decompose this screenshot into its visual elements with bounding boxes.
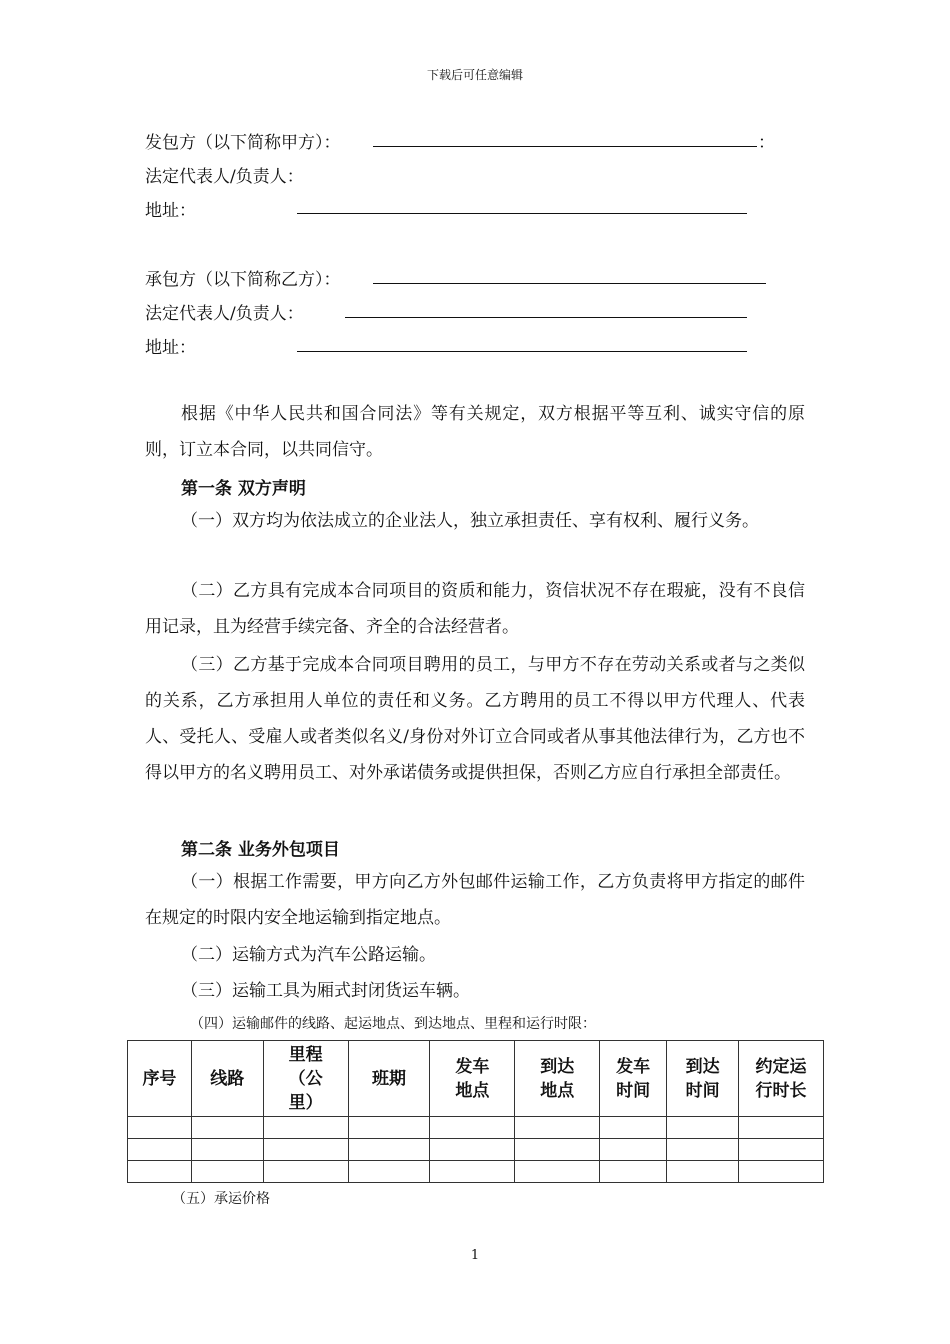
page-number: 1 bbox=[470, 1248, 480, 1263]
col-header-arrival-time: 到达时间 bbox=[667, 1041, 739, 1117]
contractor-label: 承包方（以下简称乙方）： bbox=[145, 270, 341, 290]
employer-name-blank bbox=[373, 146, 757, 147]
employer-address-label: 地址： bbox=[145, 201, 196, 221]
table-row bbox=[128, 1161, 824, 1183]
contractor-address-blank bbox=[297, 351, 747, 352]
article-2-clause-1: （一）根据工作需要，甲方向乙方外包邮件运输工作，乙方负责将甲方指定的邮件在规定的时限内安全地运输到指定地点。 bbox=[145, 872, 805, 928]
col-header-route: 线路 bbox=[191, 1041, 263, 1117]
employer-rep-label: 法定代表人/负责人： bbox=[145, 167, 304, 187]
article-2-clause-2: （二）运输方式为汽车公路运输。 bbox=[181, 945, 436, 965]
clause-5-label: （五）承运价格 bbox=[172, 1191, 270, 1207]
contractor-name-blank bbox=[373, 283, 766, 284]
table-row bbox=[128, 1139, 824, 1161]
article-1-clause-1: （一）双方均为依法成立的企业法人，独立承担责任、享有权利、履行义务。 bbox=[181, 511, 759, 531]
page-header: 下载后可任意编辑 bbox=[426, 68, 523, 82]
col-header-duration: 约定运行时长 bbox=[739, 1041, 824, 1117]
contractor-rep-blank bbox=[345, 317, 747, 318]
intro-paragraph: 根据《中华人民共和国合同法》等有关规定，双方根据平等互利、诚实守信的原则，订立本合同，以共同信守。 bbox=[145, 404, 805, 460]
employer-label: 发包方（以下简称甲方）： bbox=[145, 133, 341, 153]
employer-suffix: ： bbox=[758, 133, 775, 153]
article-1-clause-2: （二）乙方具有完成本合同项目的资质和能力，资信状况不存在瑕疵，没有不良信用记录，且为经营手续完备、齐全的合法经营者。 bbox=[145, 581, 805, 637]
article-2-clause-3: （三）运输工具为厢式封闭货运车辆。 bbox=[181, 981, 470, 1001]
contractor-address-label: 地址： bbox=[145, 338, 196, 358]
col-header-arrival-place: 到达地点 bbox=[515, 1041, 600, 1117]
article-2-title: 第二条 业务外包项目 bbox=[181, 840, 340, 860]
col-header-distance: 里程（公里） bbox=[263, 1041, 348, 1117]
article-2-clause-4: （四）运输邮件的线路、起运地点、到达地点、里程和运行时限： bbox=[190, 1016, 596, 1032]
route-table bbox=[127, 1040, 824, 1183]
col-header-departure-time: 发车时间 bbox=[600, 1041, 667, 1117]
article-1-title: 第一条 双方声明 bbox=[181, 479, 306, 499]
col-header-schedule: 班期 bbox=[348, 1041, 430, 1117]
article-1-clause-3: （三）乙方基于完成本合同项目聘用的员工，与甲方不存在劳动关系或者与之类似的关系，乙方承担用人单位的责任和义务。乙方聘用的员工不得以甲方代理人、代表人、受托人、受雇人或者类似名义/身份对外订立合同或者从事其他法律行为，乙方也不得以甲方的名义聘用员工、对外承诺债务或提供担保，否则乙方应自行承担全部责任。 bbox=[145, 655, 805, 783]
col-header-departure-place: 发车地点 bbox=[430, 1041, 515, 1117]
table-row bbox=[128, 1117, 824, 1139]
employer-address-blank bbox=[297, 213, 747, 214]
table-header-row bbox=[128, 1041, 824, 1117]
contractor-rep-label: 法定代表人/负责人： bbox=[145, 304, 304, 324]
col-header-seq: 序号 bbox=[128, 1041, 192, 1117]
